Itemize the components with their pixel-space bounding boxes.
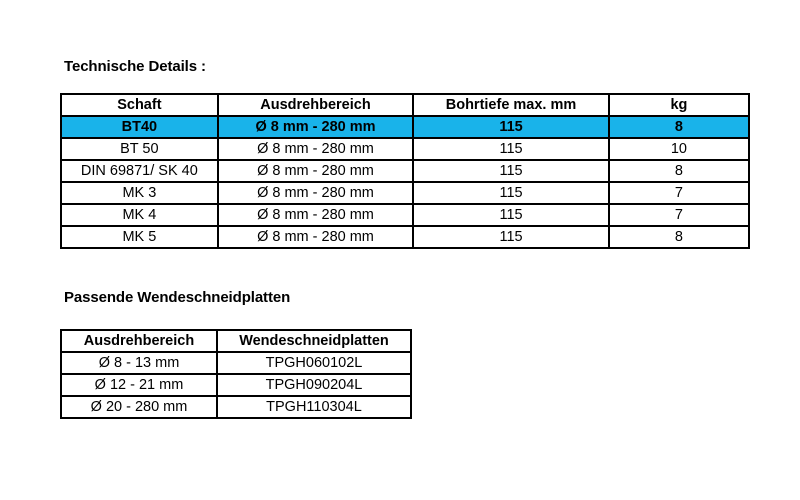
cell-kg: 8 bbox=[609, 116, 749, 138]
table-row bbox=[61, 160, 749, 182]
cell-bohrtiefe: 115 bbox=[413, 138, 609, 160]
cell-bohrtiefe: 115 bbox=[413, 160, 609, 182]
cell-schaft: MK 3 bbox=[61, 182, 218, 204]
cell-schaft: BT 50 bbox=[61, 138, 218, 160]
header-wendeschneidplatten: Wendeschneidplatten bbox=[217, 330, 411, 352]
cell-kg: 7 bbox=[609, 182, 749, 204]
cell-kg: 8 bbox=[609, 226, 749, 248]
cell-wendeschneidplatte: TPGH090204L bbox=[217, 374, 411, 396]
cell-bohrtiefe: 115 bbox=[413, 182, 609, 204]
table-row bbox=[61, 374, 411, 396]
cell-ausdrehbereich: Ø 8 mm - 280 mm bbox=[218, 204, 414, 226]
cell-ausdrehbereich: Ø 8 mm - 280 mm bbox=[218, 116, 414, 138]
inserts-title: Passende Wendeschneidplatten bbox=[64, 289, 291, 306]
cell-schaft: BT40 bbox=[61, 116, 218, 138]
table-row bbox=[61, 204, 749, 226]
inserts-table bbox=[60, 329, 412, 419]
cell-ausdrehbereich: Ø 12 - 21 mm bbox=[61, 374, 217, 396]
table-row bbox=[61, 352, 411, 374]
cell-schaft: MK 4 bbox=[61, 204, 218, 226]
header-kg: kg bbox=[609, 94, 749, 116]
cell-schaft: DIN 69871/ SK 40 bbox=[61, 160, 218, 182]
cell-bohrtiefe: 115 bbox=[413, 226, 609, 248]
cell-wendeschneidplatte: TPGH060102L bbox=[217, 352, 411, 374]
cell-kg: 7 bbox=[609, 204, 749, 226]
cell-ausdrehbereich: Ø 8 mm - 280 mm bbox=[218, 160, 414, 182]
cell-ausdrehbereich: Ø 8 mm - 280 mm bbox=[218, 182, 414, 204]
table-row-highlighted bbox=[61, 116, 749, 138]
cell-schaft: MK 5 bbox=[61, 226, 218, 248]
cell-bohrtiefe: 115 bbox=[413, 116, 609, 138]
cell-ausdrehbereich: Ø 8 - 13 mm bbox=[61, 352, 217, 374]
cell-ausdrehbereich: Ø 20 - 280 mm bbox=[61, 396, 217, 418]
table-row bbox=[61, 138, 749, 160]
cell-kg: 10 bbox=[609, 138, 749, 160]
technical-details-title: Technische Details : bbox=[64, 58, 206, 75]
table-row bbox=[61, 226, 749, 248]
header-ausdrehbereich: Ausdrehbereich bbox=[218, 94, 414, 116]
table-header-row bbox=[61, 330, 411, 352]
table-row bbox=[61, 396, 411, 418]
cell-wendeschneidplatte: TPGH110304L bbox=[217, 396, 411, 418]
header-schaft: Schaft bbox=[61, 94, 218, 116]
technical-details-table bbox=[60, 93, 750, 249]
header-bohrtiefe: Bohrtiefe max. mm bbox=[413, 94, 609, 116]
cell-kg: 8 bbox=[609, 160, 749, 182]
cell-bohrtiefe: 115 bbox=[413, 204, 609, 226]
table-row bbox=[61, 182, 749, 204]
header-ausdrehbereich: Ausdrehbereich bbox=[61, 330, 217, 352]
table-header-row bbox=[61, 94, 749, 116]
cell-ausdrehbereich: Ø 8 mm - 280 mm bbox=[218, 138, 414, 160]
cell-ausdrehbereich: Ø 8 mm - 280 mm bbox=[218, 226, 414, 248]
